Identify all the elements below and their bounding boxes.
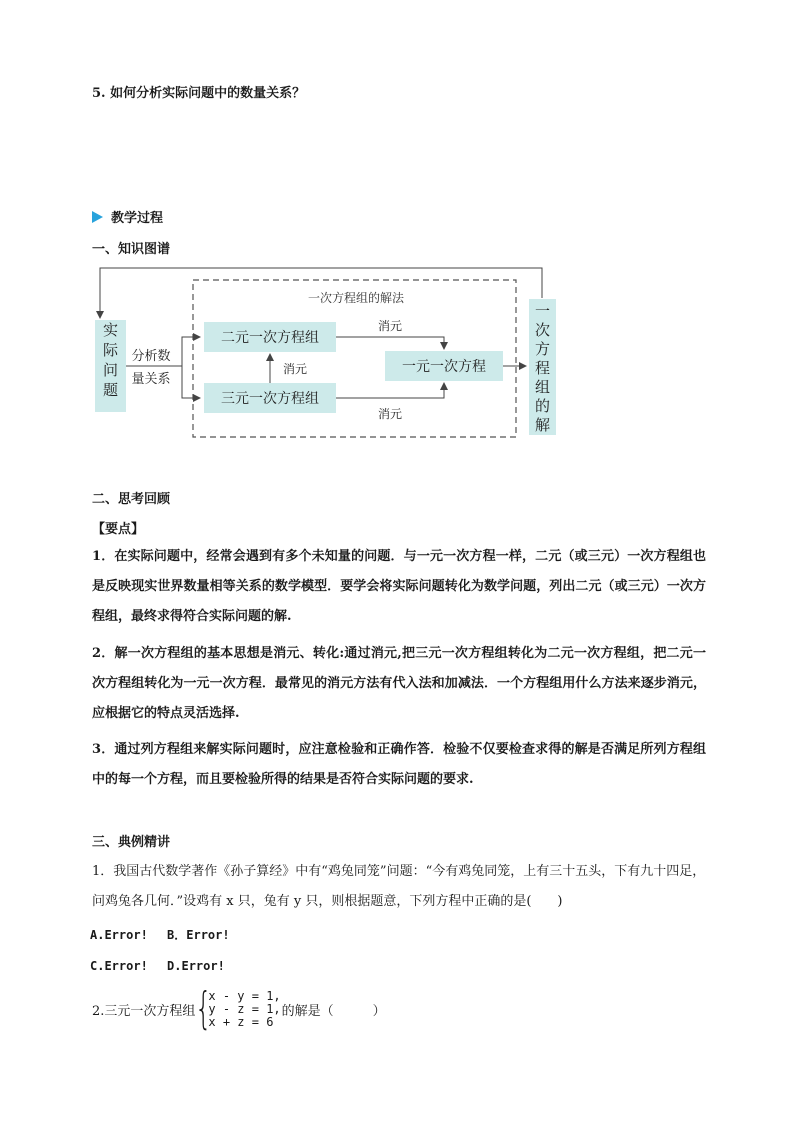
one-var-label: 一元一次方程 [402, 359, 486, 375]
three-var-label: 三元一次方程组 [221, 391, 319, 407]
dashed-title: 一次方程组的解法 [307, 291, 405, 305]
fork-bottom [182, 366, 200, 398]
examples-heading: 三、典例精讲 [92, 835, 171, 850]
example-2-prefix: 2.三元一次方程组 [92, 1003, 196, 1019]
equation-system [208, 990, 280, 1029]
two-var-label: 二元一次方程组 [221, 330, 319, 346]
left-box-label-char: 题 [102, 381, 119, 399]
section-title-text: 教学过程 [111, 211, 164, 226]
right-box-label-char: 的 [534, 397, 551, 415]
right-box-label-char: 次 [534, 321, 551, 339]
left-box-label-char: 实 [102, 321, 119, 339]
question-5: 5. 如何分析实际问题中的数量关系？ [92, 86, 306, 101]
review-heading: 二、思考回顾 [92, 492, 171, 507]
elim-top: 消元 [377, 319, 403, 333]
analyze-top: 分析数 [131, 349, 171, 364]
elim-mid: 消元 [282, 362, 308, 376]
key-point-1: 1．在实际问题中，经常会遇到有多个未知量的问题．与一元一次方程一样，二元（或三元）一次方程组也是反映现实世界数量相等关系的数学模型．要学会将实际问题转化为数学问题，列出二元（或三元）一次方程组，最终求得符合实际问题的解. [92, 549, 706, 624]
right-box-label [535, 302, 550, 434]
options-row-1: A.Error! B．Error! [90, 928, 230, 942]
equation-2: y - z = 1, [208, 1001, 281, 1016]
equation-1: x - y = 1, [208, 988, 281, 1003]
brace-icon: { [195, 983, 213, 1034]
example-1: 1．我国古代数学著作《孙子算经》中有“鸡兔同笼”问题：“今有鸡兔同笼，上有三十五头，下有九十四足，问鸡兔各几何．”设鸡有 x 只，兔有 y 只，则根据题意，下列方程中正确的是( ) [92, 864, 706, 909]
triangle-bullet-icon [92, 211, 103, 223]
right-box-label-char: 方 [534, 340, 551, 358]
options-row-2: C.Error! D.Error! [90, 959, 225, 973]
elim-bottom-arrow [336, 383, 444, 398]
right-box-label-char: 组 [534, 378, 551, 396]
left-box-label-char: 际 [102, 341, 119, 359]
key-point-3: 3．通过列方程组来解实际问题时，应注意检验和正确作答．检验不仅要检查求得的解是否满足所列方程组中的每一个方程，而且要检验所得的结果是否符合实际问题的要求. [92, 742, 706, 787]
elim-top-arrow [336, 337, 444, 349]
left-box-label-char: 问 [102, 361, 119, 379]
equation-3: x + z = 6 [208, 1014, 274, 1029]
section-title [92, 207, 163, 226]
right-box-label-char: 一 [534, 302, 551, 320]
elim-bottom: 消元 [377, 407, 403, 421]
knowledge-diagram [90, 262, 570, 442]
example-2-suffix: 的解是（ ） [281, 1003, 386, 1019]
key-point-2: 2．解一次方程组的基本思想是消元、转化:通过消元,把三元一次方程组转化为二元一次方程组，把二元一次方程组转化为一元一次方程．最常见的消元方法有代入法和加减法．一个方程组用什么方法来逐步消元，应根据它的特点灵活选择. [92, 646, 706, 721]
example-2 [92, 983, 386, 1034]
right-box-label-char: 程 [534, 359, 551, 377]
analyze-bottom: 量关系 [131, 372, 171, 387]
key-points-title: 【要点】 [92, 522, 145, 537]
right-box-label-char: 解 [534, 416, 551, 434]
knowledge-map-heading: 一、知识图谱 [92, 242, 171, 257]
